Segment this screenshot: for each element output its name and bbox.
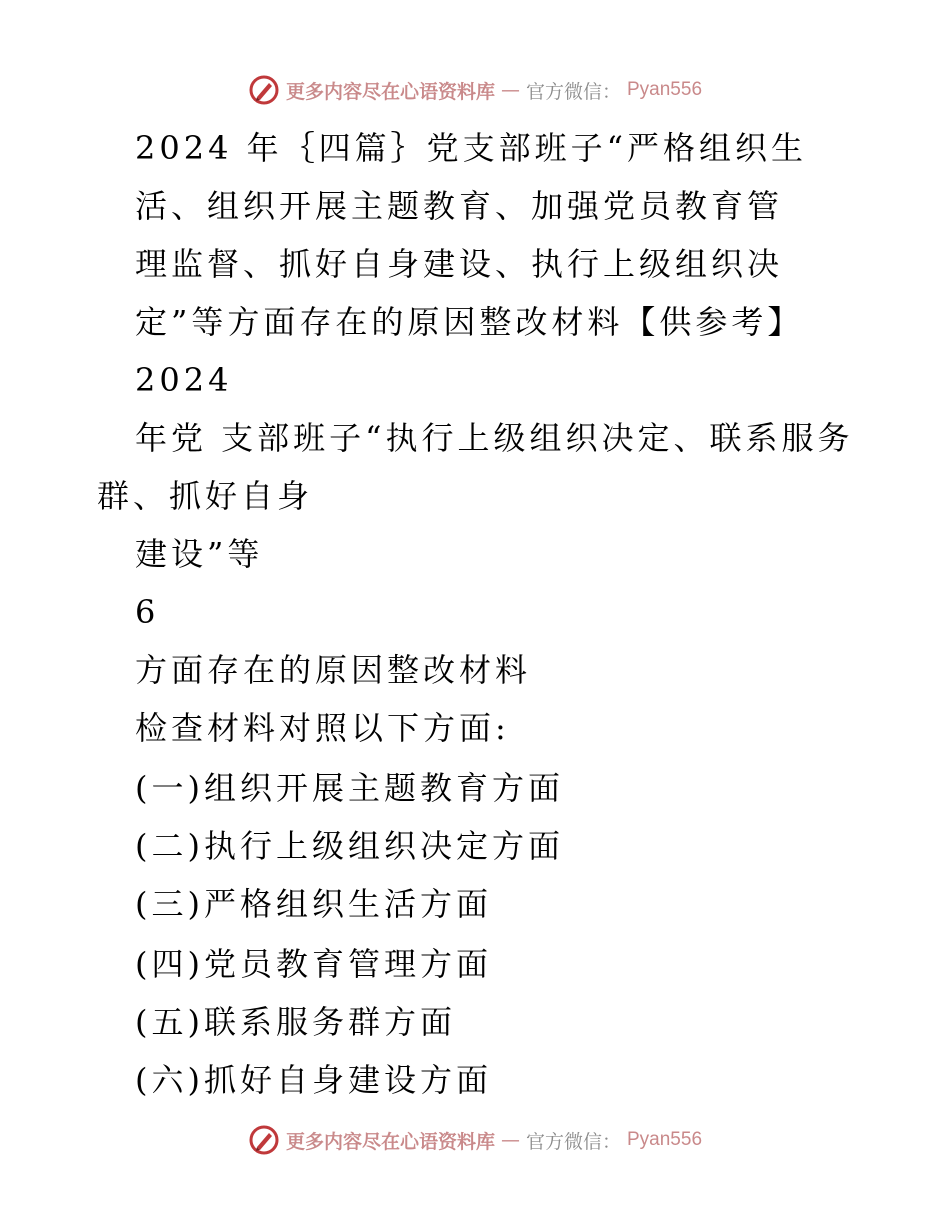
title-line-2: 活、组织开展主题教育、加强党员教育管 [135, 187, 784, 225]
header-watermark [0, 70, 950, 110]
footer-watermark [0, 1120, 950, 1160]
text-line-subtitle-4: 方面存在的原因整改材料 [135, 651, 532, 689]
watermark-sub-text: 官方微信： [525, 1130, 621, 1153]
watermark-separator: — [500, 1129, 520, 1151]
watermark-main-text: 更多内容尽在心语资料库 [285, 80, 495, 103]
list-item: (二)执行上级组织决定方面 [135, 827, 564, 865]
pen-logo-icon [248, 1124, 280, 1156]
text-line-number: 6 [135, 593, 160, 631]
watermark-main-text: 更多内容尽在心语资料库 [285, 1130, 495, 1153]
text-line-intro: 检查材料对照以下方面: [135, 709, 510, 747]
title-line-4: 定”等方面存在的原因整改材料【供参考】 [135, 303, 804, 341]
watermark-sub-text: 官方微信： [525, 80, 621, 103]
pen-logo-icon [248, 74, 280, 106]
text-line-subtitle-3: 建设”等 [135, 535, 264, 573]
watermark-separator: — [500, 79, 520, 101]
text-line-subtitle-1: 年党 支部班子“执行上级组织决定、联系服务 [135, 419, 854, 457]
list-item: (四)党员教育管理方面 [135, 945, 492, 983]
watermark-content [248, 74, 702, 106]
list-item: (六)抓好自身建设方面 [135, 1061, 492, 1099]
list-item: (五)联系服务群方面 [135, 1003, 456, 1041]
title-line-1: 2024 年｛四篇｝党支部班子“严格组织生 [135, 129, 807, 167]
list-item: (一)组织开展主题教育方面 [135, 769, 564, 807]
watermark-content [248, 1124, 702, 1156]
text-line-subtitle-2: 群、抓好自身 [97, 477, 314, 515]
text-line-year: 2024 [135, 361, 233, 399]
title-line-3: 理监督、抓好自身建设、执行上级组织决 [135, 245, 784, 283]
list-item: (三)严格组织生活方面 [135, 885, 492, 923]
watermark-wechat-id: Pyan556 [627, 79, 703, 100]
watermark-wechat-id: Pyan556 [627, 1129, 703, 1150]
